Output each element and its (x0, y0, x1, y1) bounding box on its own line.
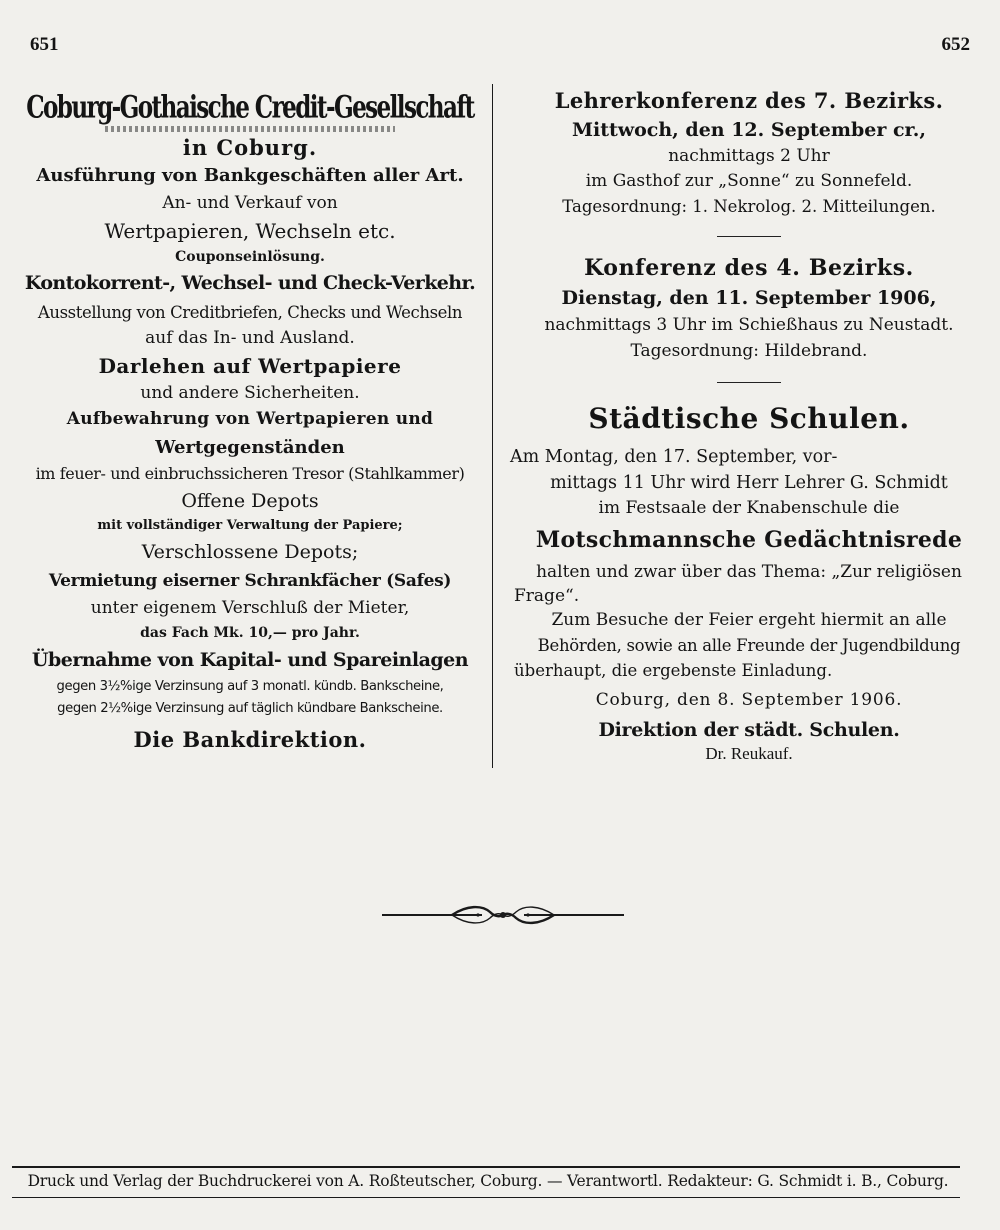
wavy-underline (105, 126, 395, 132)
notice-schools (510, 395, 988, 765)
page-number-left: 651 (30, 34, 59, 55)
notice-title: Konferenz des 4. Bezirks. (584, 255, 914, 281)
ad-line: gegen 3½%ige Verzinsung auf 3 monatl. kündb. Bankscheine, (56, 679, 444, 694)
notice-title: Lehrerkonferenz des 7. Bezirks. (554, 88, 944, 113)
ad-line: Wertpapieren, Wechseln etc. (104, 219, 396, 243)
ad-line: Kontokorrent-, Wechsel- und Check-Verkehr. (24, 272, 476, 294)
notice-text: im Festsaale der Knabenschule die (598, 498, 900, 518)
page-number-right: 652 (941, 34, 970, 55)
bank-advertisement (14, 82, 486, 760)
ad-line: unter eigenem Verschluß der Mieter, (90, 598, 410, 618)
ad-line: im feuer- und einbruchssicheren Tresor (Stahlkammer) (35, 464, 465, 483)
dateline: Coburg, den 8. September 1906. (595, 690, 903, 710)
ad-line: gegen 2½%ige Verzinsung auf täglich kündbare Bankscheine. (57, 701, 443, 716)
ad-line: und andere Sicherheiten. (140, 383, 360, 403)
notice-text: Frage“. (514, 586, 580, 606)
signatory-name: Dr. Reukauf. (705, 744, 793, 763)
ad-line: Übernahme von Kapital- und Spareinlagen (31, 649, 469, 671)
notice-text: Am Montag, den 17. September, vor- (510, 447, 838, 467)
bank-title: Coburg-Gothaische Credit-Gesellschaft (26, 89, 474, 126)
notice-text: halten und zwar über das Thema: „Zur religiösen (536, 562, 962, 582)
ad-line: Offene Depots (181, 490, 319, 512)
notice-conference-4 (510, 251, 988, 364)
ornament-divider (382, 900, 624, 930)
notice-date: Dienstag, den 11. September 1906, (561, 287, 937, 309)
ad-line: Wertgegenständen (155, 437, 345, 458)
ad-line: Couponseinlösung. (175, 249, 325, 265)
bank-location: in Coburg. (182, 135, 318, 160)
ornament-flourish (382, 900, 624, 930)
notice-title: Städtische Schulen. (588, 402, 910, 435)
notice-conference-7 (510, 86, 988, 220)
imprint-footer: Druck und Verlag der Buchdruckerei von A. Roßteutscher, Coburg. — Verantwortl. Redakteur: G. Schmidt i. B., Coburg. (27, 1172, 949, 1190)
notice-agenda: Tagesordnung: Hildebrand. (630, 341, 868, 361)
notice-time: nachmittags 2 Uhr (668, 146, 830, 166)
notice-text: mittags 11 Uhr wird Herr Lehrer G. Schmidt (550, 473, 948, 493)
ad-line: Ausstellung von Creditbriefen, Checks und Wechseln (37, 303, 463, 322)
ad-line: Aufbewahrung von Wertpapieren und (66, 409, 434, 429)
notice-date: Mittwoch, den 12. September cr., (571, 119, 927, 141)
footer-rule (12, 1197, 960, 1198)
separator-rule (717, 382, 781, 383)
ad-line: Vermietung eiserner Schrankfächer (Safes) (48, 571, 452, 591)
footer-rule (12, 1166, 960, 1168)
ad-line: das Fach Mk. 10,— pro Jahr. (140, 625, 360, 641)
notice-place: im Gasthof zur „Sonne“ zu Sonnefeld. (585, 171, 913, 191)
ad-line: Darlehen auf Wertpapiere (98, 354, 402, 378)
speech-title: Motschmannsche Gedächtnisrede (535, 527, 963, 553)
ad-line: Verschlossene Depots; (141, 541, 359, 563)
notices-column (510, 86, 988, 765)
notice-text: Zum Besuche der Feier ergeht hiermit an alle (551, 610, 947, 630)
ad-line: mit vollständiger Verwaltung der Papiere; (97, 518, 403, 533)
notice-time-place: nachmittags 3 Uhr im Schießhaus zu Neustadt. (544, 315, 954, 335)
notice-text: überhaupt, die ergebenste Einladung. (514, 661, 833, 680)
schools-signature: Direktion der städt. Schulen. (598, 719, 900, 741)
ad-line: auf das In- und Ausland. (145, 328, 355, 348)
notice-text: Behörden, sowie an alle Freunde der Jugendbildung (537, 636, 961, 655)
ad-line: Ausführung von Bankgeschäften aller Art. (36, 165, 464, 186)
ad-line: An- und Verkauf von (162, 193, 338, 213)
column-divider (492, 84, 493, 768)
bank-signature: Die Bankdirektion. (133, 727, 367, 752)
notice-agenda: Tagesordnung: 1. Nekrolog. 2. Mitteilungen. (562, 197, 936, 216)
separator-rule (717, 236, 781, 237)
